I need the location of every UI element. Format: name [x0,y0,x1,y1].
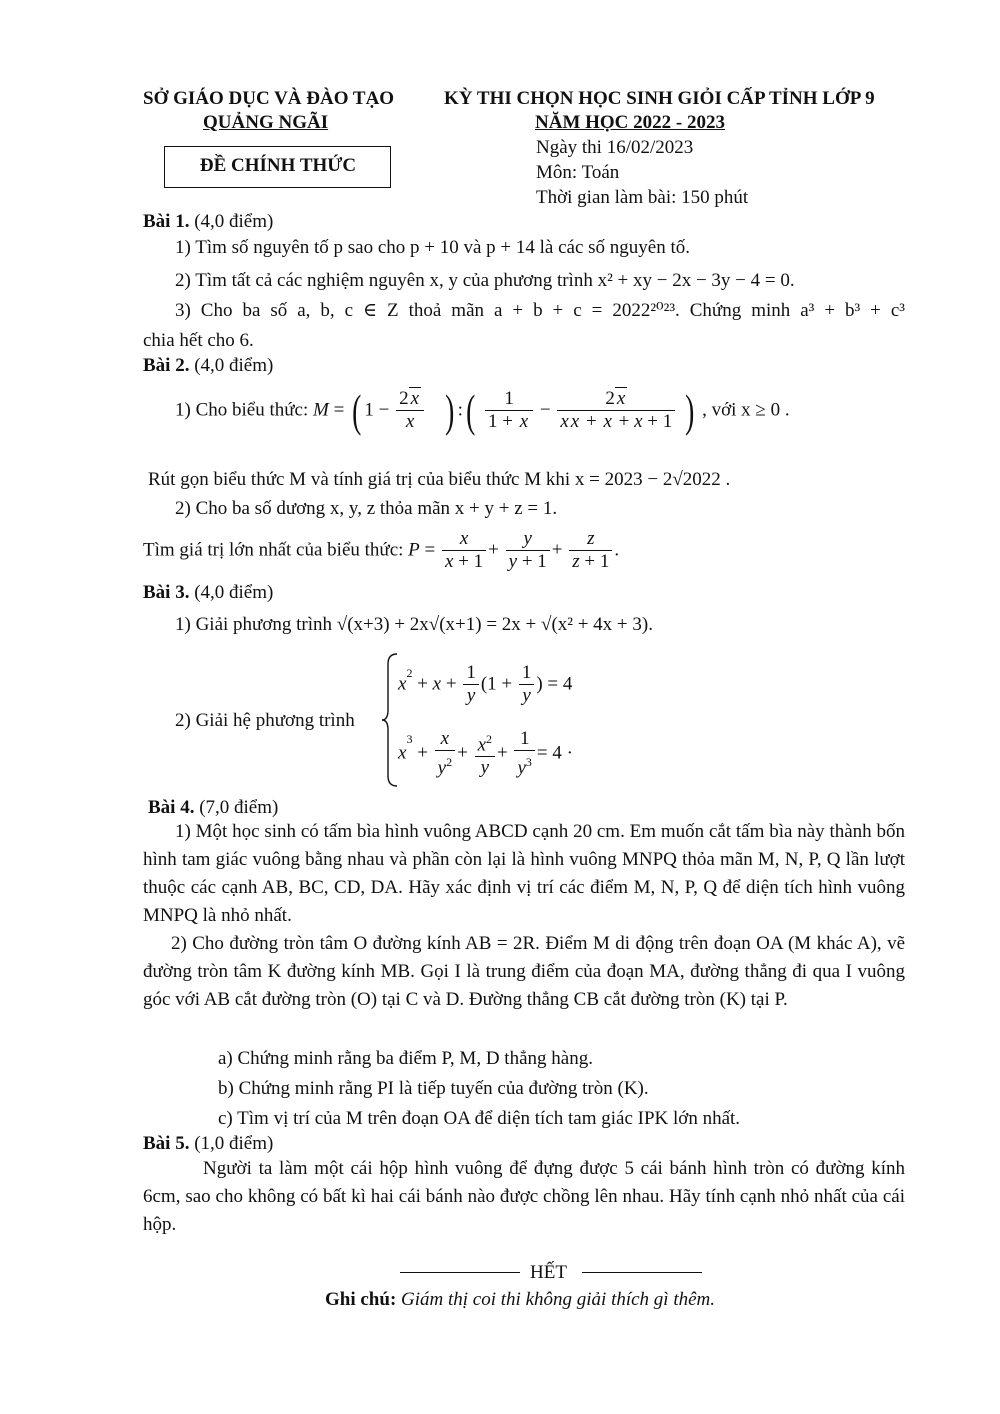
bai5-question: Người ta làm một cái hộp hình vuông để đựng được 5 cái bánh hình tròn có đường kính 6cm, sao cho không có bất kì hai cái bánh nào được chồng lên nhau. Hãy tính cạnh nhỏ nhất của cái hộp. [143,1158,905,1235]
bai5-points: (1,0 điểm) [194,1133,274,1154]
equation-system [382,650,622,790]
bai4-q2c: c) Tìm vị trí của M trên đoạn OA để diện tích tam giác IPK lớn nhất. [218,1108,741,1129]
bai1-q1: 1) Tìm số nguyên tố p sao cho p + 10 và p + 14 là các số nguyên tố. [175,237,690,258]
footer-note-label: Ghi chú: [325,1289,397,1310]
official-label: ĐỀ CHÍNH THỨC [199,155,357,176]
bai2-q1 [175,384,790,436]
bai4-q2: 2) Cho đường tròn tâm O đường kính AB = 2R. Điểm M di động trên đoạn OA (M khác A), vẽ đường tròn tâm K đường kính MB. Gọi I là trung điểm của đoạn MA, đường thẳng đi qua I vuông góc với AB cắt đường tròn (O) tại C và D. Đường thẳng CB cắt đường tròn (K) tại P. [143,933,905,1010]
department-name: SỞ GIÁO DỤC VÀ ĐÀO TẠO [143,88,395,109]
bai4-q2a: a) Chứng minh rằng ba điểm P, M, D thẳng hàng. [218,1048,593,1069]
bai4-q1: 1) Một học sinh có tấm bìa hình vuông ABCD cạnh 20 cm. Em muốn cắt tấm bìa này thành bốn hình tam giác vuông bằng nhau và phần còn lại là hình vuông MNPQ thỏa mãn M, N, P, Q lần lượt thuộc các cạnh AB, BC, CD, DA. Hãy xác định vị trí các điểm M, N, P, Q để diện tích hình vuông MNPQ là nhỏ nhất. [143,821,905,926]
bai2-q2-text: Tìm giá trị lớn nhất của biểu thức: [143,539,404,561]
bai2-points: (4,0 điểm) [194,355,274,376]
bai1-title: Bài 1. [143,211,190,232]
footer-note-text: Giám thị coi thi không giải thích gì thêm. [401,1289,716,1310]
bai3-heading [143,582,273,604]
bai2-q1-part2: Rút gọn biểu thức M và tính giá trị của biểu thức M khi x = 2023 − 2√2022 . [148,469,731,490]
bai3-q1: 1) Giải phương trình √(x+3) + 2x√(x+1) = 2x + √(x² + 4x + 3). [175,614,653,635]
bai2-q2: 2) Cho ba số dương x, y, z thỏa mãn x + y + z = 1. [175,498,558,519]
subject: Môn: Toán [536,162,620,183]
bai3-points: (4,0 điểm) [194,582,274,603]
bai2-q1-prefix: 1) Cho biểu thức: [175,399,309,421]
bai1-q2: 2) Tìm tất cả các nghiệm nguyên x, y của phương trình x² + xy − 2x − 3y − 4 = 0. [175,270,795,291]
school-year: NĂM HỌC 2022 - 2023 [535,112,725,133]
bai4-title: Bài 4. [148,797,195,818]
end-rule-left [400,1272,520,1273]
bai5-heading [143,1133,273,1155]
bai4-heading [148,797,278,819]
exam-title: KỲ THI CHỌN HỌC SINH GIỎI CẤP TỈNH LỚP 9 [444,88,875,109]
end-rule-right [582,1272,702,1273]
end-marker: HẾT [530,1262,567,1283]
bai3-q2: 2) Giải hệ phương trình [175,710,355,731]
bai2-heading [143,355,273,377]
bai2-title: Bài 2. [143,355,190,376]
bai3-title: Bài 3. [143,582,190,603]
duration: Thời gian làm bài: 150 phút [536,187,749,208]
bai1-q3: 3) Cho ba số a, b, c ∈ Z thoả mãn a + b + c = 2022²⁰²³. Chứng minh a³ + b³ + c³ [175,300,905,321]
bai1-heading [143,211,273,233]
expression-P: P = $\frac{x}{x + 1}$ + $\frac{y}{y + 1}$ + $\frac{z}{z + 1}$ . [408,528,620,572]
province-name: QUẢNG NGÃI [203,112,329,133]
bai1-q3-cont: chia hết cho 6. [143,330,254,351]
expression-M: M = ( 1 − $\frac{2 x}{x}$ ) :( $\frac{1}{1 + x}$ − $\frac{2 x}{\text{x x + x + x + 1}}$ ) [313,384,695,436]
system-eq1: $x^2 + x$ + $\frac{1}{y}$ (1 + $\frac{1}{y}$ ) = 4 [398,662,573,706]
bai2-q1-suffix: , với x ≥ 0 . [702,399,790,421]
bai4-points: (7,0 điểm) [199,797,279,818]
exam-date: Ngày thi 16/02/2023 [536,137,694,158]
bai2-q2-part2 [143,528,619,573]
bai5-title: Bài 5. [143,1133,190,1154]
bai1-points: (4,0 điểm) [194,211,274,232]
footer-note [325,1289,715,1311]
system-eq2: $x^3$ + $\frac{x}{y^2}$ + $\frac{x^2}{y}$ + $\frac{1}{y^3}$ = 4 · [398,728,573,779]
bai4-q2b: b) Chứng minh rằng PI là tiếp tuyến của đường tròn (K). [218,1078,649,1099]
